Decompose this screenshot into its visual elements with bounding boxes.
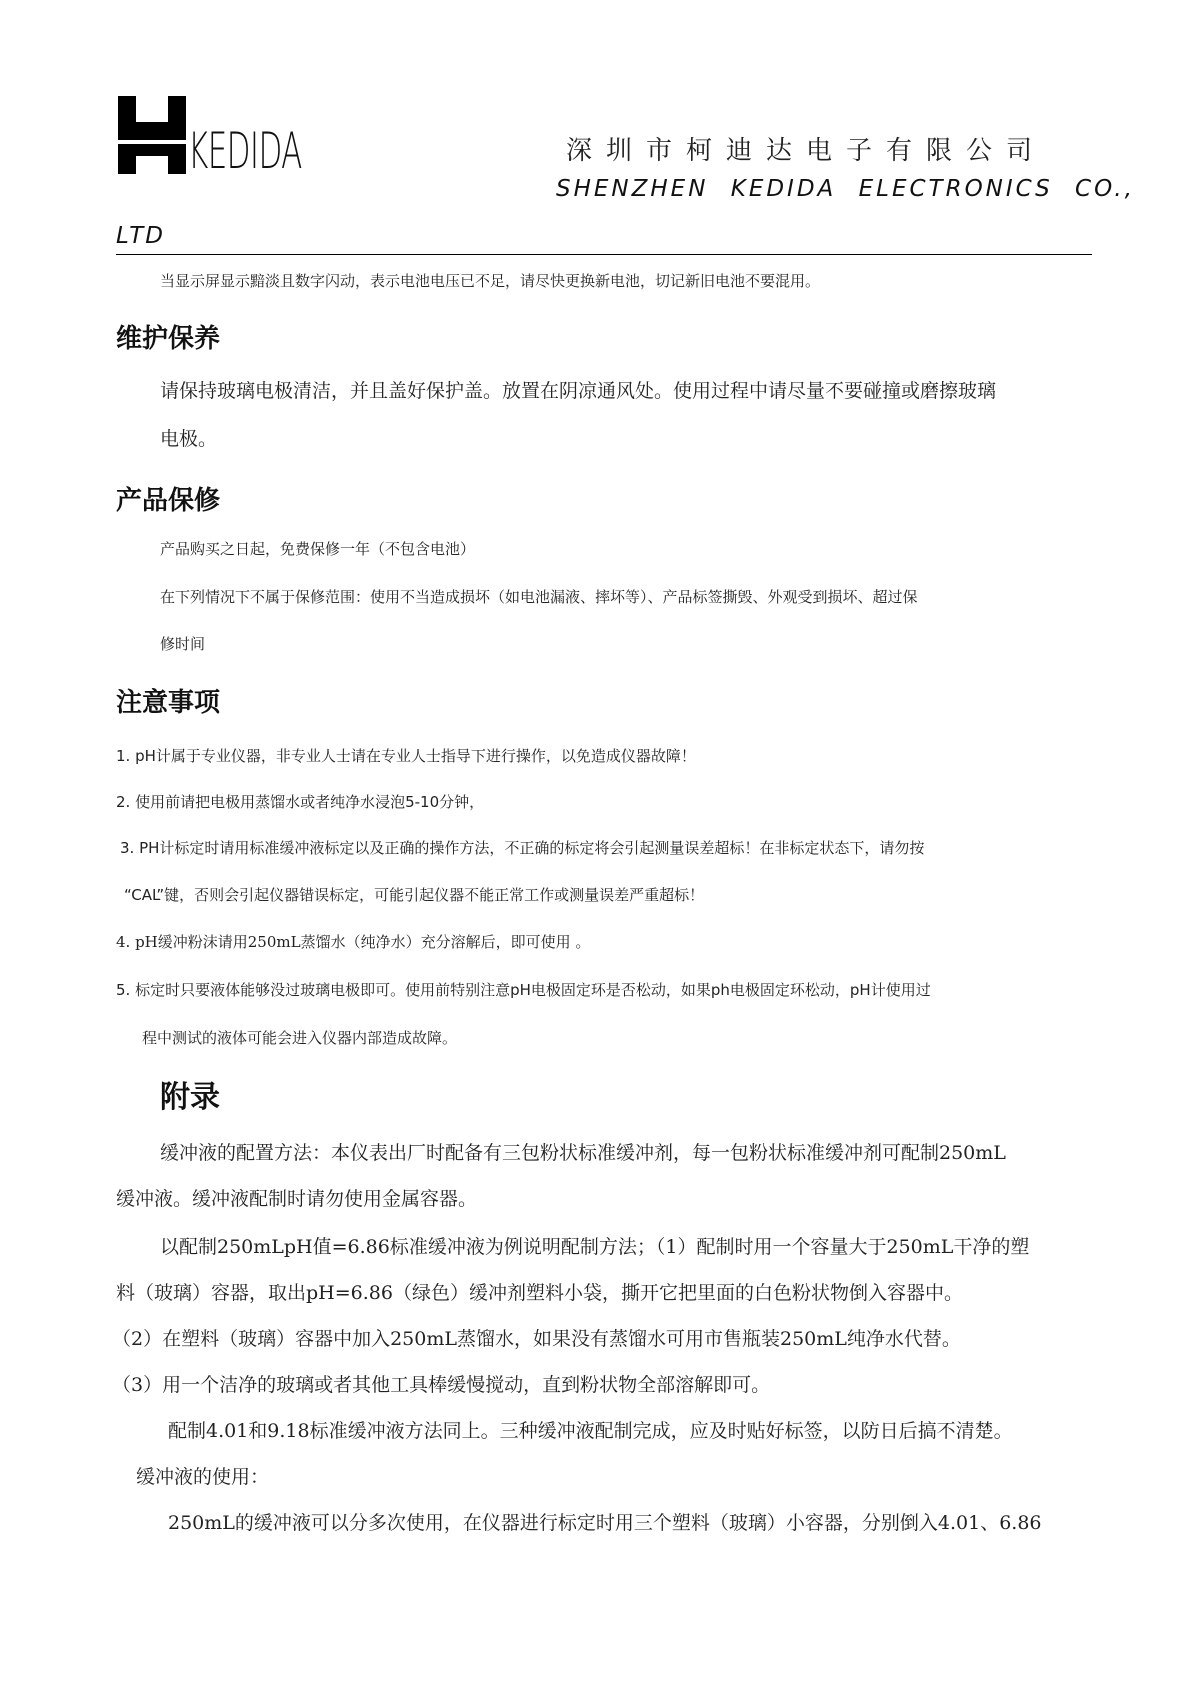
company-name-ltd: LTD [116,223,166,249]
appendix-text: （3）用一个洁净的玻璃或者其他工具棒缓慢搅动，直到粉状物全部溶解即可。 [112,1374,771,1396]
appendix-text: （2）在塑料（玻璃）容器中加入250mL蒸馏水，如果没有蒸馏水可用市售瓶装250mL纯净水代替。 [112,1328,961,1350]
warranty-text: 产品购买之日起，免费保修一年（不包含电池） [160,540,476,558]
note-item: 3. PH计标定时请用标准缓冲液标定以及正确的操作方法，不正确的标定将会引起测量误差超标！在非标定状态下，请勿按 [120,839,925,857]
appendix-text: 以配制250mLpH值=6.86标准缓冲液为例说明配制方法；（1）配制时用一个容量大于250mL干净的塑 [160,1236,1030,1258]
note-item: 程中测试的液体可能会进入仪器内部造成故障。 [142,1029,458,1047]
appendix-text: 缓冲液的使用： [136,1466,270,1488]
battery-note: 当显示屏显示黯淡且数字闪动，表示电池电压已不足，请尽快更换新电池，切记新旧电池不要混用。 [160,272,821,290]
section-heading-notes: 注意事项 [116,688,221,718]
note-item: 4. pH缓冲粉沫请用250mL蒸馏水（纯净水）充分溶解后，即可使用 。 [116,933,591,951]
appendix-text: 配制4.01和9.18标准缓冲液方法同上。三种缓冲液配制完成，应及时贴好标签，以防日后搞不清楚。 [168,1420,1013,1442]
company-logo [118,96,368,180]
appendix-text: 缓冲液。缓冲液配制时请勿使用金属容器。 [116,1188,478,1210]
warranty-text: 在下列情况下不属于保修范围：使用不当造成损坏（如电池漏液、摔坏等）、产品标签撕毁、外观受到损坏、超过保 [160,588,918,606]
note-item: “CAL”键，否则会引起仪器错误标定，可能引起仪器不能正常工作或测量误差严重超标！ [124,886,705,904]
section-heading-appendix: 附录 [160,1080,220,1115]
note-item: 2. 使用前请把电极用蒸馏水或者纯净水浸泡5-10分钟， [116,793,485,811]
company-name-chinese: 深圳市柯迪达电子有限公司 [566,136,1047,166]
section-heading-warranty: 产品保修 [116,486,221,516]
header-divider [116,254,1092,255]
appendix-text: 料（玻璃）容器，取出pH=6.86（绿色）缓冲剂塑料小袋，撕开它把里面的白色粉状物倒入容器中。 [116,1282,963,1304]
company-name-english: SHENZHEN KEDIDA ELECTRONICS CO., [556,176,1135,202]
appendix-text: 缓冲液的配置方法：本仪表出厂时配备有三包粉状标准缓冲剂，每一包粉状标准缓冲剂可配制250mL [160,1142,1006,1164]
appendix-text: 250mL的缓冲液可以分多次使用，在仪器进行标定时用三个塑料（玻璃）小容器，分别倒入4.01、6.86 [168,1512,1042,1534]
logo-wordmark: KEDIDA [188,122,302,180]
maintenance-text: 请保持玻璃电极清洁，并且盖好保护盖。放置在阴凉通风处。使用过程中请尽量不要碰撞或磨擦玻璃 [160,380,997,402]
note-item: 1. pH计属于专业仪器，非专业人士请在专业人士指导下进行操作，以免造成仪器故障！ [116,747,696,765]
maintenance-text: 电极。 [160,428,218,450]
section-heading-maintenance: 维护保养 [116,324,221,354]
note-item: 5. 标定时只要液体能够没过玻璃电极即可。使用前特别注意pH电极固定环是否松动，如果ph电极固定环松动，pH计使用过 [116,981,931,999]
warranty-text: 修时间 [160,635,206,653]
kedida-k-logo-icon [118,96,186,174]
